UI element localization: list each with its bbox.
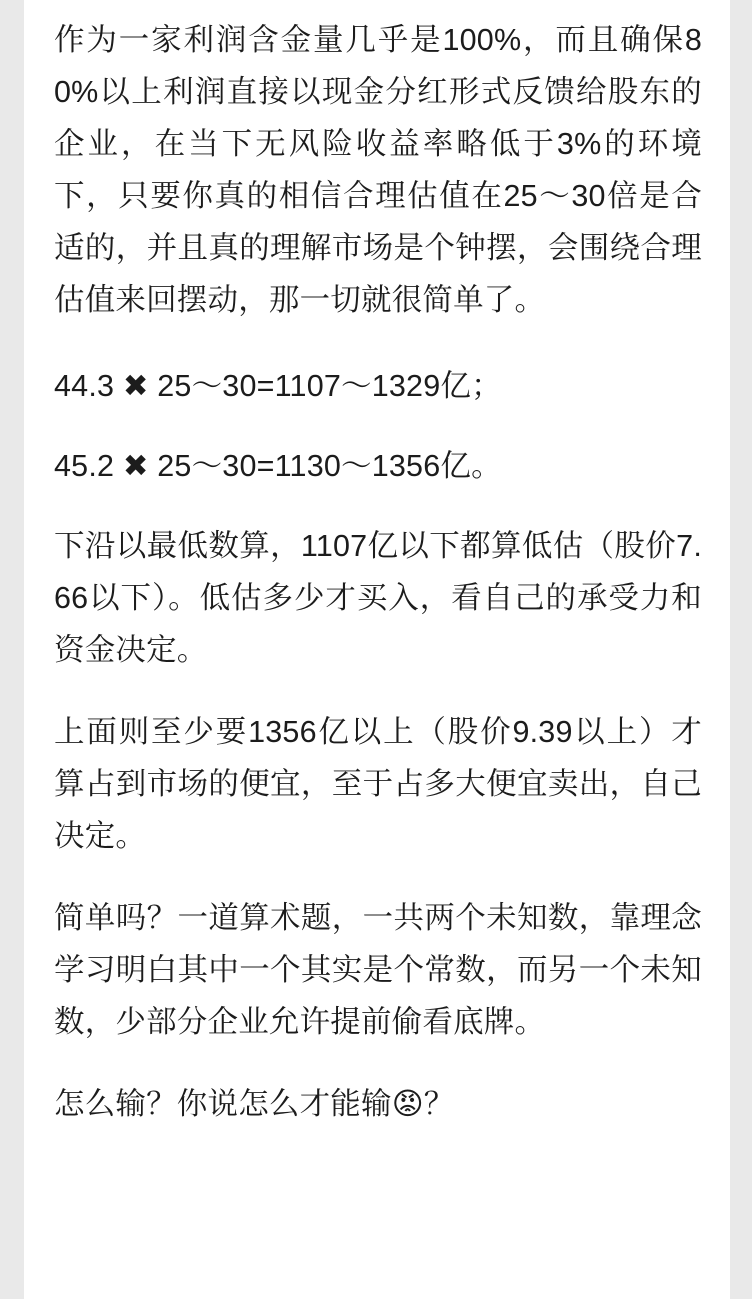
paragraph-calculation-1: 44.3 ✖ 25～30=1107～1329亿；	[54, 369, 502, 403]
paragraph-calculation-2: 45.2 ✖ 25～30=1130～1356亿。	[54, 449, 502, 483]
document-body	[24, 0, 730, 1299]
paragraph-lower-bound: 下沿以最低数算，1107亿以下都算低估（股价7.66以下）。低估多少才买入，看自己的承受力和资金决定。	[54, 529, 702, 667]
paragraph-closing: 怎么输？你说怎么才能输😡？	[54, 1087, 455, 1121]
paragraph-upper-bound: 上面则至少要1356亿以上（股价9.39以上）才算占到市场的便宜，至于占多大便宜卖出，自己决定。	[54, 715, 702, 853]
paragraph-1: 作为一家利润含金量几乎是100%，而且确保80%以上利润直接以现金分红形式反馈给股东的企业，在当下无风险收益率略低于3%的环境下，只要你真的相信合理估值在25～30倍是合适的，并且真的理解市场是个钟摆，会围绕合理估值来回摆动，那一切就很简单了。	[54, 23, 702, 317]
paragraph-summary: 简单吗？一道算术题，一共两个未知数，靠理念学习明白其中一个其实是个常数，而另一个未知数，少部分企业允许提前偷看底牌。	[54, 901, 702, 1039]
right-margin-strip	[730, 0, 752, 1299]
left-margin-strip	[0, 0, 24, 1299]
